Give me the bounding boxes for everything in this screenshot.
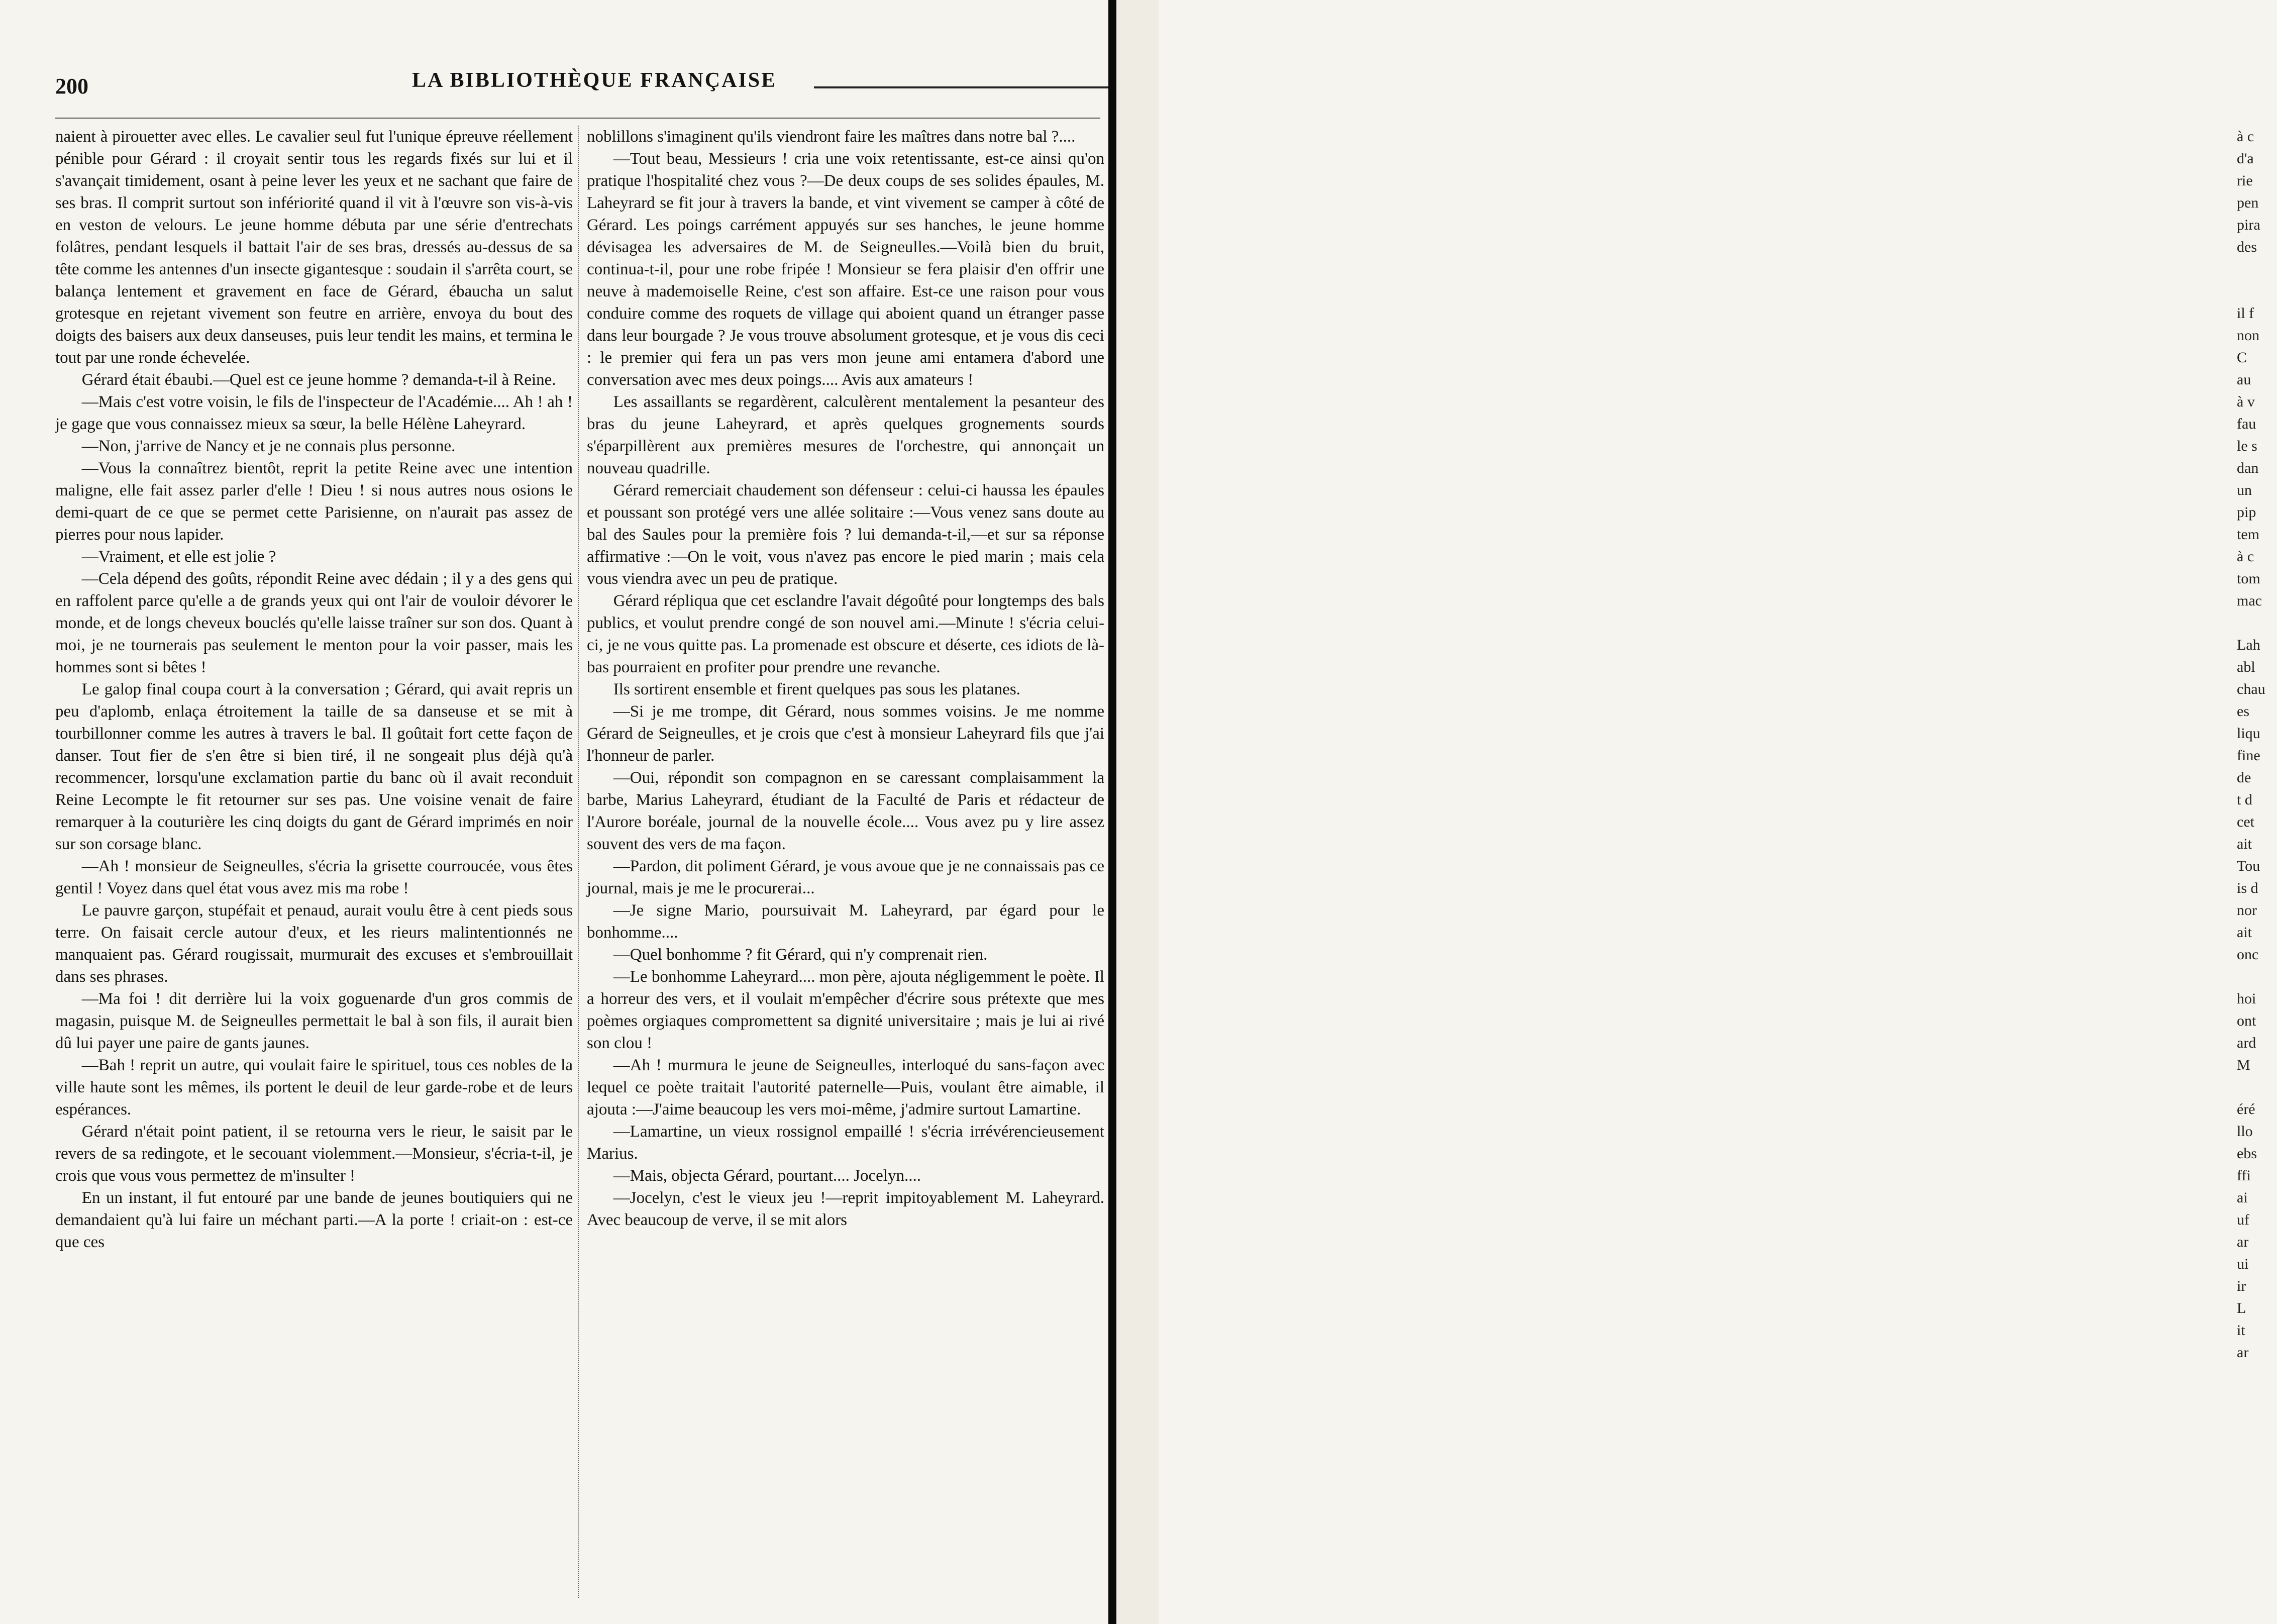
paragraph: —Le bonhomme Laheyrard.... mon père, ajouta négligemment le poète. Il a horreur des vers, et il voulait m'empêcher d'écrire sous prétexte que mes poèmes orgiaques compromettent sa dignité universitaire ; mais je lui ai rivé son clou ! <box>587 968 1104 1052</box>
adjacent-page-fragment: abl <box>2237 659 2255 675</box>
adjacent-page-fragment: L <box>2237 1300 2246 1316</box>
adjacent-page-fragment: ont <box>2237 1012 2256 1029</box>
adjacent-page-fragment: fau <box>2237 416 2256 432</box>
paragraph: noblillons s'imaginent qu'ils viendront faire les maîtres dans notre bal ?.... <box>587 128 1076 146</box>
right-column <box>587 126 1104 1608</box>
adjacent-page-fragment: ui <box>2237 1256 2249 1272</box>
paragraph: —Jocelyn, c'est le vieux jeu !—reprit impitoyablement M. Laheyrard. Avec beaucoup de verve, il se mit alors <box>587 1189 1104 1229</box>
paragraph: —Vraiment, et elle est jolie ? <box>81 548 276 566</box>
adjacent-page-fragment: d'a <box>2237 150 2254 167</box>
paragraph: —Lamartine, un vieux rossignol empaillé ! s'écria irrévérencieusement Marius. <box>587 1123 1104 1163</box>
adjacent-page-fragment: t d <box>2237 791 2252 808</box>
adjacent-page-fragment: pip <box>2237 504 2256 521</box>
adjacent-page-fragment: à c <box>2237 128 2254 145</box>
paragraph: En un instant, il fut entouré par une bande de jeunes boutiquiers qui ne demandaient qu'à lui faire un méchant parti.—A la porte ! criait-on : est-ce que ces <box>55 1189 573 1251</box>
adjacent-page-fragment: éré <box>2237 1101 2255 1118</box>
adjacent-page-fragment: au <box>2237 371 2251 388</box>
paragraph: Le pauvre garçon, stupéfait et penaud, aurait voulu être à cent pieds sous terre. On faisait cercle autour d'eux, et les rieurs malintentionnés ne manquaient pas. Gérard rougissait, murmurait des excuses et s'embrouillait dans ses phrases. <box>55 901 573 986</box>
column-divider <box>578 126 579 1598</box>
paragraph: —Vous la connaîtrez bientôt, reprit la petite Reine avec une intention maligne, elle fait assez parler d'elle ! Dieu ! si nous autres nous osions le demi-quart de ce que se permet cette Parisienne, on n'aurait pas assez de pierres pour nous lapider. <box>55 459 573 544</box>
adjacent-page-fragment: un <box>2237 482 2252 498</box>
header-rule <box>814 86 1141 88</box>
paragraph: —Cela dépend des goûts, répondit Reine avec dédain ; il y a des gens qui en raffolent parce qu'elle a de grands yeux qui ont l'air de vouloir dévorer le monde, et de longs cheveux bouclés qu'elle laisse traîner sur son dos. Quant à moi, je ne tournerais pas seulement le menton pour la voir passer, mais les hommes sont si bêtes ! <box>55 570 573 676</box>
adjacent-page-fragment <box>2237 966 2277 988</box>
adjacent-page-strip <box>1116 0 2265 1624</box>
adjacent-page-fragment: pen <box>2237 194 2259 211</box>
adjacent-page-fragment: ard <box>2237 1035 2256 1051</box>
running-title: LA BIBLIOTHÈQUE FRANÇAISE <box>412 69 777 92</box>
paragraph: —Non, j'arrive de Nancy et je ne connais plus personne. <box>81 437 456 455</box>
adjacent-page-fragment <box>2237 280 2277 302</box>
paragraph: —Bah ! reprit un autre, qui voulait faire le spirituel, tous ces nobles de la ville haute sont les mêmes, ils portent le deuil de leur garde-robe et de leurs espérances. <box>55 1056 573 1119</box>
adjacent-page-fragment: tem <box>2237 526 2259 543</box>
adjacent-page-fragment: à v <box>2237 393 2255 410</box>
adjacent-page-fragment: mac <box>2237 592 2262 609</box>
paragraph: —Quel bonhomme ? fit Gérard, qui n'y comprenait rien. <box>613 946 988 964</box>
page-header <box>55 68 1090 109</box>
paragraph: Gérard n'était point patient, il se retourna vers le rieur, le saisit par le revers de sa redingote, et le secouant violemment.—Monsieur, s'écria-t-il, je crois que vous vous permettez de m'insulter ! <box>55 1123 573 1185</box>
left-column <box>55 126 573 1608</box>
adjacent-page-fragment: ffi <box>2237 1167 2251 1184</box>
paragraph: —Ma foi ! dit derrière lui la voix goguenarde d'un gros commis de magasin, puisque M. de Seigneulles permettait le bal à son fils, il aurait bien dû lui payer une paire de gants jaunes. <box>55 990 573 1052</box>
paragraph: —Ah ! monsieur de Seigneulles, s'écria la grisette courroucée, vous êtes gentil ! Voyez dans quel état vous avez mis ma robe ! <box>55 857 573 897</box>
header-underline <box>55 118 1100 119</box>
adjacent-page-fragment: ir <box>2237 1278 2246 1294</box>
adjacent-page-fragment: ait <box>2237 836 2252 852</box>
adjacent-page-fragment: hoi <box>2237 990 2256 1007</box>
adjacent-page-fragment: de <box>2237 769 2251 786</box>
adjacent-page-fragment: onc <box>2237 946 2259 963</box>
adjacent-page-fragment: des <box>2237 239 2257 255</box>
adjacent-page-fragment: uf <box>2237 1211 2249 1228</box>
adjacent-page-fragment: is d <box>2237 880 2258 896</box>
adjacent-page-fragment: cet <box>2237 814 2254 830</box>
adjacent-page-fragment: llo <box>2237 1123 2253 1140</box>
adjacent-page-fragment: it <box>2237 1322 2245 1339</box>
adjacent-page-fragment: rie <box>2237 172 2253 189</box>
paragraph: Gérard était ébaubi.—Quel est ce jeune homme ? demanda-t-il à Reine. <box>81 371 556 389</box>
adjacent-page-fragment: pira <box>2237 217 2260 233</box>
adjacent-page-fragment: es <box>2237 703 2249 720</box>
paragraph: Les assaillants se regardèrent, calculèrent mentalement la pesanteur des bras du jeune Laheyrard, et après quelques grognements sourds s'éparpillèrent aux premières mesures de l'orchestre, qui annonçait un nouveau quadrille. <box>587 393 1104 477</box>
adjacent-page-fragment: chau <box>2237 681 2265 697</box>
paragraph: —Si je me trompe, dit Gérard, nous sommes voisins. Je me nomme Gérard de Seigneulles, et je crois que c'est à monsieur Laheyrard fils que j'ai l'honneur de parler. <box>587 702 1104 765</box>
paragraph: Le galop final coupa court à la conversation ; Gérard, qui avait repris un peu d'aplomb, enlaça étroitement la taille de sa danseuse et se mit à tourbillonner comme les autres à travers le bal. Il goûtait fort cette façon de danser. Tout fier de s'en être si bien tiré, il ne songeait plus déjà qu'à recommencer, lorsqu'une exclamation partie du banc où il avait reconduit Reine Lecompte le fit retourner sur ses pas. Une voisine venait de faire remarquer à la couturière les cinq doigts du gant de Gérard imprimés en noir sur son corsage blanc. <box>55 680 573 853</box>
adjacent-page-fragment <box>2237 612 2277 634</box>
adjacent-page-fragment: Lah <box>2237 637 2260 653</box>
paragraph: —Je signe Mario, poursuivait M. Laheyrard, par égard pour le bonhomme.... <box>587 901 1104 942</box>
paragraph: —Pardon, dit poliment Gérard, je vous avoue que je ne connaissais pas ce journal, mais je me le procurerai... <box>587 857 1104 897</box>
adjacent-page-fragment: fine <box>2237 747 2260 764</box>
adjacent-page-fragment: tom <box>2237 570 2260 587</box>
paragraph: —Ah ! murmura le jeune de Seigneulles, interloqué du sans-façon avec lequel ce poète traitait l'autorité paternelle—Puis, voulant être aimable, il ajouta :—J'aime beaucoup les vers moi-même, j'admire surtout Lamartine. <box>587 1056 1104 1119</box>
adjacent-page-fragment <box>2237 1076 2277 1098</box>
adjacent-page-fragment: non <box>2237 327 2259 344</box>
adjacent-page-fragment: le s <box>2237 438 2257 454</box>
adjacent-page-fragment: il f <box>2237 305 2254 322</box>
adjacent-page-fragment: nor <box>2237 902 2257 919</box>
page-number: 200 <box>55 74 88 98</box>
adjacent-page-fragment: liqu <box>2237 725 2260 742</box>
adjacent-page-fragment: à c <box>2237 548 2254 565</box>
adjacent-page-fragment: ar <box>2237 1234 2249 1250</box>
paragraph: Gérard remerciait chaudement son défenseur : celui-ci haussa les épaules et poussant son protégé vers une allée solitaire :—Vous venez sans doute au bal des Saules pour la première fois ? lui demanda-t-il,—et sur sa réponse affirmative :—On le voit, vous n'avez pas encore le pied marin ; mais cela vous viendra avec un peu de pratique. <box>587 481 1104 588</box>
adjacent-page-fragment: dan <box>2237 460 2259 476</box>
adjacent-page-fragments <box>2237 126 2277 1364</box>
adjacent-page-fragment: ar <box>2237 1344 2249 1361</box>
paragraph: —Mais, objecta Gérard, pourtant.... Jocelyn.... <box>613 1167 921 1185</box>
adjacent-page-fragment: ebs <box>2237 1145 2257 1162</box>
adjacent-page-fragment <box>2237 258 2277 280</box>
paragraph: Gérard répliqua que cet esclandre l'avait dégoûté pour longtemps des bals publics, et voulut prendre congé de son nouvel ami.—Minute ! s'écria celui-ci, je ne vous quitte pas. La promenade est obscure et déserte, ces idiots de là-bas pourraient en profiter pour prendre une revanche. <box>587 592 1104 676</box>
paragraph: Ils sortirent ensemble et firent quelques pas sous les platanes. <box>613 680 1020 698</box>
adjacent-page-fragment: Tou <box>2237 858 2260 874</box>
adjacent-page-fragment: ait <box>2237 924 2252 941</box>
paragraph: —Mais c'est votre voisin, le fils de l'inspecteur de l'Académie.... Ah ! ah ! je gage que vous connaissez mieux sa sœur, la belle Hélène Laheyrard. <box>55 393 573 433</box>
adjacent-page-fragment: M <box>2237 1057 2250 1073</box>
paragraph: —Tout beau, Messieurs ! cria une voix retentissante, est-ce ainsi qu'on pratique l'hospitalité chez vous ?—De deux coups de ses solides épaules, M. Laheyrard se fit jour à travers la bande, et vint vivement se camper à côté de Gérard. Les poings carrément appuyés sur ses hanches, le jeune homme dévisagea les adversaires de M. de Seigneulles.—Voilà bien du bruit, continua-t-il, pour une robe fripée ! Monsieur se fera plaisir d'en offrir une neuve à mademoiselle Reine, c'est son affaire. Est-ce une raison pour vous conduire comme des roquets de village qui aboient quand un étranger passe dans leur bourgade ? Je vous trouve absolument grotesque, et je vous dis ceci : le premier qui fera un pas vers mon jeune ami entamera d'abord une conversation avec mes deux poings.... Avis aux amateurs ! <box>587 150 1104 389</box>
adjacent-page-fragment: ai <box>2237 1189 2248 1206</box>
paragraph: naient à pirouetter avec elles. Le cavalier seul fut l'unique épreuve réellement pénible pour Gérard : il croyait sentir tous les regards fixés sur lui et il s'avançait timidement, osant à peine lever les yeux et ne sachant que faire de ses bras. Il comprit surtout son infériorité quand il vit à l'œuvre son vis-à-vis en veston de velours. Le jeune homme débuta par une série d'entrechats folâtres, pendant lesquels il battait l'air de ses bras, dressés au-dessus de sa tête comme les antennes d'un insecte gigantesque : soudain il s'arrêta court, se balança lentement et gravement en face de Gérard, ébaucha un salut grotesque en rejetant vivement son feutre en arrière, envoya du bout des doigts des baisers aux deux danseuses, puis leur tendit les mains, et termina le tout par une ronde échevelée. <box>55 128 573 367</box>
adjacent-page-fragment: C <box>2237 349 2247 366</box>
paragraph: —Oui, répondit son compagnon en se caressant complaisamment la barbe, Marius Laheyrard, étudiant de la Faculté de Paris et rédacteur de l'Aurore boréale, journal de la nouvelle école.... Vous avez pu y lire assez souvent des vers de ma façon. <box>587 769 1104 853</box>
